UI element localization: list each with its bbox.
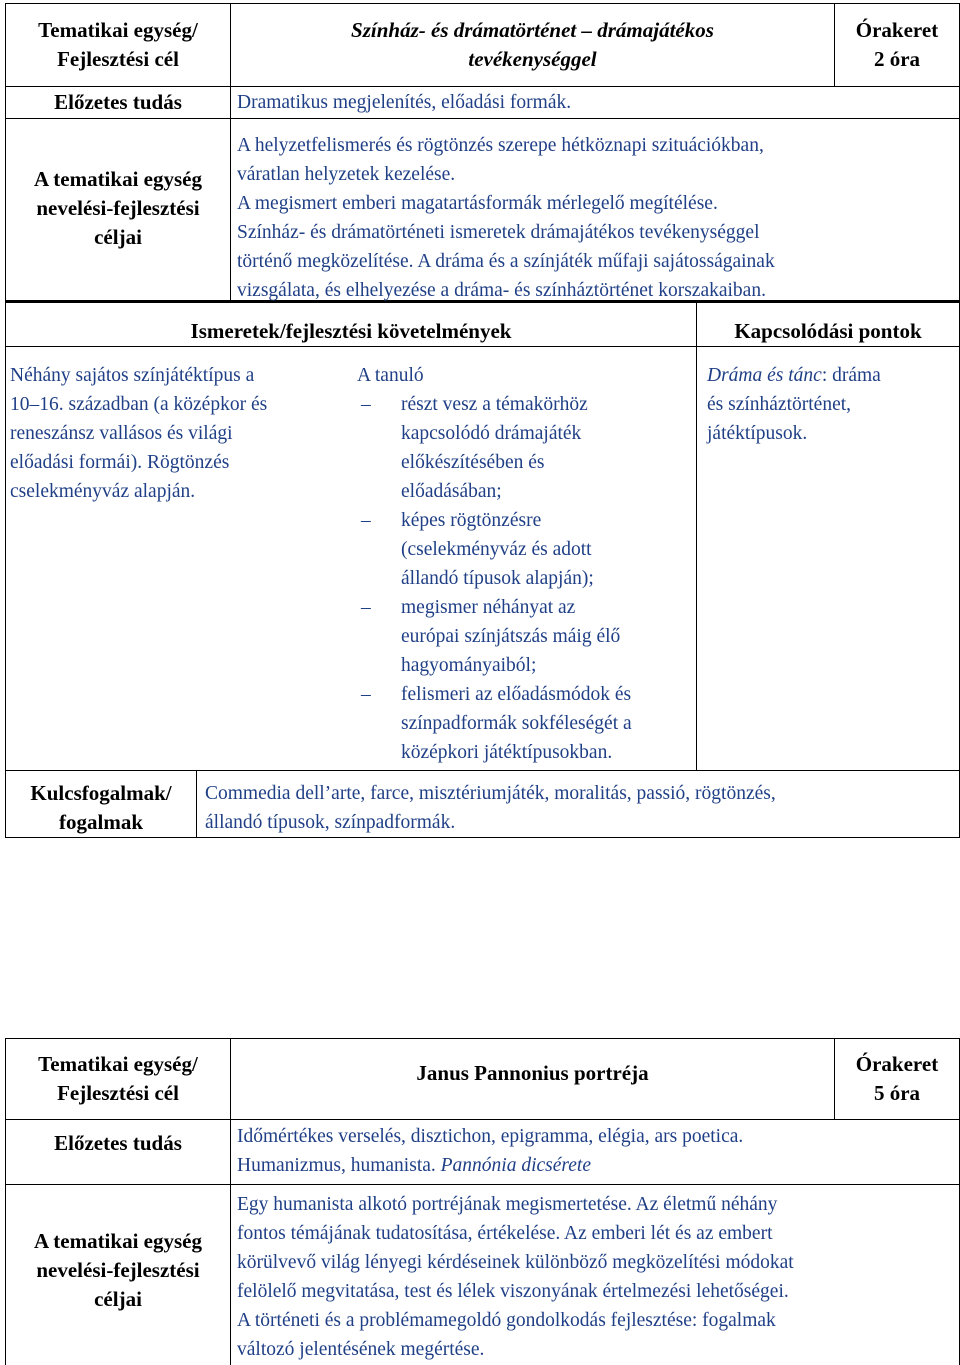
list-item: – részt vesz a témakörhöz kapcsolódó drámajáték előkészítésében és előadásában; [357, 390, 692, 506]
dash-bullet: – [361, 597, 371, 618]
dash-bullet: – [361, 510, 371, 531]
hours-frame: Órakeret 5 óra [855, 1052, 939, 1105]
prior-knowledge-label: Előzetes tudás [54, 90, 182, 114]
unit-title: Színház- és drámatörténet – drámajátékos tevékenységgel [351, 18, 714, 71]
student-requirements [357, 361, 692, 767]
unit-label: Tematikai egység/ Fejlesztési cél [38, 18, 198, 71]
dash-bullet: – [361, 684, 371, 705]
goals-label: A tematikai egység nevelési-fejlesztési céljai [34, 1229, 202, 1311]
student-intro: A tanuló [357, 365, 424, 386]
goals-text: A helyzetfelismerés és rögtönzés szerepe hétköznapi szituációkban, váratlan helyzetek kezelése. A megismert emberi magatartásformák mérlegelő megítélése. Színház- és drámatörténeti ismeretek drámajátékos tevékenységgel történő megközelítése. A dráma és a színjáték műfaji sajátosságainak vizsgálata, és elhelyezése a dráma- és színháztörténet korszakaiban. [237, 135, 775, 301]
requirements-header: Ismeretek/fejlesztési követelmények [190, 319, 512, 343]
list-item: – felismeri az előadásmódok és színpadformák sokféleségét a középkori játéktípusokban. [357, 680, 692, 767]
knowledge-text: Néhány sajátos színjátéktípus a 10–16. században (a középkor és reneszánsz vallásos és világi előadási formái). Rögtönzés cselekményváz alapján. [10, 365, 268, 502]
connection-subject: Dráma és tánc [707, 365, 822, 386]
dash-bullet: – [361, 394, 371, 415]
connections-header: Kapcsolódási pontok [734, 319, 922, 343]
work-title: Pannónia dicsérete [440, 1155, 592, 1176]
goals-label: A tematikai egység nevelési-fejlesztési céljai [34, 167, 202, 249]
prior-knowledge-label: Előzetes tudás [54, 1131, 182, 1155]
list-item: – megismer néhányat az európai színjátszás máig élő hagyományaiból; [357, 593, 692, 680]
prior-knowledge-text: Dramatikus megjelenítés, előadási formák. [237, 92, 572, 113]
requirements-list [357, 390, 692, 767]
key-concepts-label: Kulcsfogalmak/ fogalmak [30, 781, 172, 834]
unit-title: Janus Pannonius portréja [416, 1061, 649, 1085]
key-concepts-text: Commedia dell’arte, farce, misztériumjáték, moralitás, passió, rögtönzés, állandó típusok, színpadformák. [205, 783, 776, 833]
prior-knowledge-text: Időmértékes verselés, disztichon, epigramma, elégia, ars poetica. Humanizmus, humanista. Pannónia dicsérete [237, 1126, 744, 1176]
list-item: – képes rögtönzésre (cselekményváz és adott állandó típusok alapján); [357, 506, 692, 593]
unit-label: Tematikai egység/ Fejlesztési cél [38, 1052, 198, 1105]
connection-points: Dráma és tánc: dráma és színháztörténet, játéktípusok. [707, 365, 881, 444]
hours-frame: Órakeret 2 óra [855, 18, 939, 71]
goals-text: Egy humanista alkotó portréjának megismertetése. Az életmű néhány fontos témájának tudatosítása, értékelése. Az emberi lét és az embert körülvevő világ lényegi kérdéseinek különböző megközelítési módokat felölelő megvitatása, test és lélek viszonyának értelmezési lehetőségei. A történeti és a problémamegoldó gondolkodás fejlesztése: fogalmak változó jelentésének megértése. [237, 1194, 794, 1360]
